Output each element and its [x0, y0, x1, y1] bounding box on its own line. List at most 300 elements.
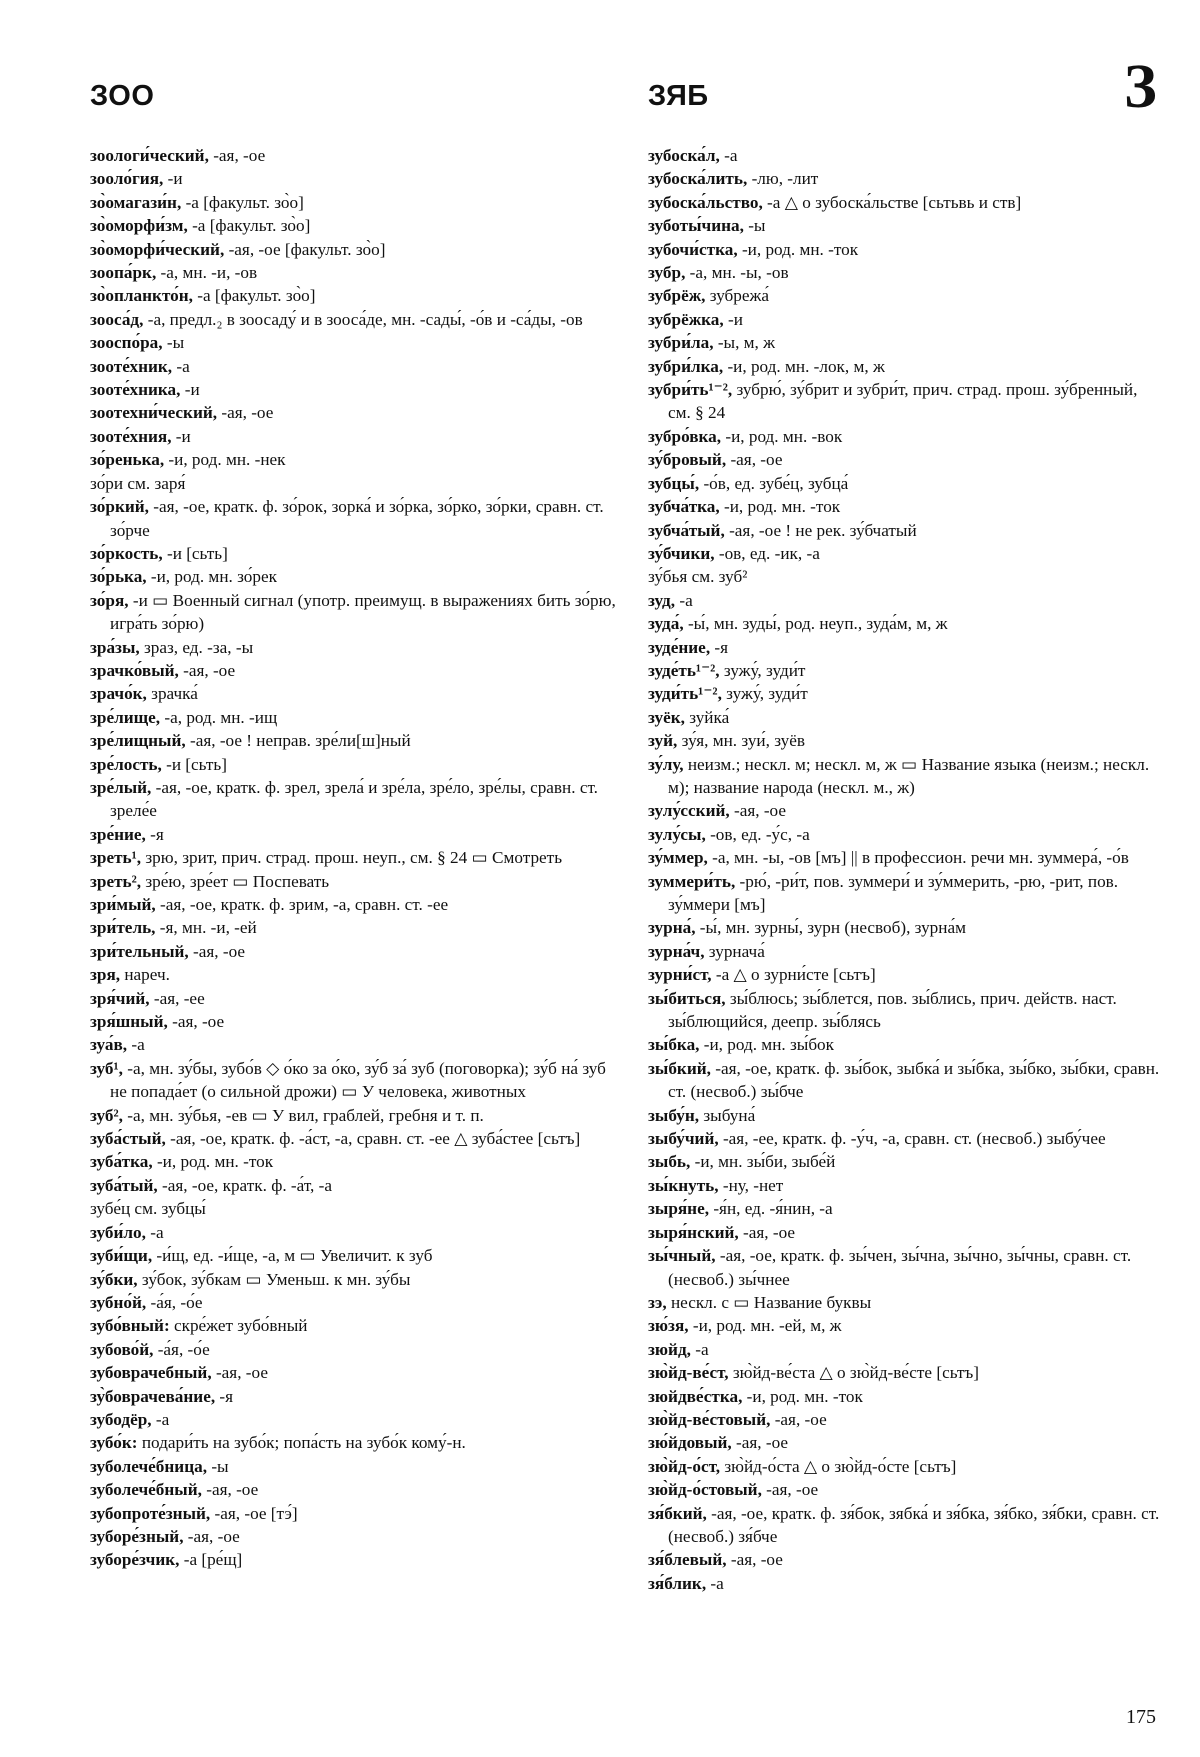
dictionary-entry	[648, 261, 1164, 284]
dictionary-entry	[90, 846, 618, 869]
entry-body: зубрежа́	[705, 286, 770, 306]
entry-body: -и, род. мн. -ток	[742, 1386, 863, 1406]
dictionary-entry	[648, 846, 1164, 869]
headword: зюйдве́стка,	[648, 1386, 743, 1406]
entry-body: -ы	[207, 1456, 229, 1476]
dictionary-entry	[648, 706, 1164, 729]
dictionary-entry	[648, 1104, 1164, 1127]
headword: зыбу́н,	[648, 1105, 700, 1125]
dictionary-entry	[90, 472, 618, 495]
headword: зубово́й,	[90, 1339, 154, 1359]
dictionary-entry	[648, 472, 1164, 495]
entry-body: -ая, -ое, кратк. ф. зы́бок, зыбка́ и зы́бка, зы́бко, зы́бки, сравн. ст. (несвоб.) зы́бче	[668, 1058, 1160, 1102]
dictionary-entry	[90, 682, 618, 705]
entry-body: -ну, -нет	[718, 1175, 784, 1195]
headword: зю̀йд-ве́ст,	[648, 1363, 729, 1383]
headword: зубцы́,	[648, 473, 700, 493]
dictionary-entry	[648, 144, 1164, 167]
entry-body: -ая, -ое, кратк. ф. зрел, зрела́ и зре́ла, зре́ло, зре́лы, сравн. ст. зреле́е	[110, 777, 598, 821]
dictionary-entry	[648, 167, 1164, 190]
dictionary-entry	[648, 659, 1164, 682]
entry-body: зю̀йд-ве́ста △ о зю̀йд-ве́сте [сьтъ]	[728, 1363, 979, 1383]
headword: зуде́ть¹⁻²,	[648, 660, 720, 680]
headword: зубрёж,	[648, 286, 706, 306]
entry-body: -ая, -ое	[731, 1433, 789, 1453]
dictionary-entry	[90, 1478, 618, 1501]
entry-body: -а	[151, 1409, 170, 1429]
entry-body: -лю, -лит	[747, 169, 819, 189]
entry-body: -я, мн. -и, -ей	[155, 918, 257, 938]
headword: зубча́тый,	[648, 520, 725, 540]
entry-body: -я	[710, 637, 729, 657]
dictionary-entry	[90, 191, 618, 214]
entry-body: -я	[145, 824, 164, 844]
headword: зубо́вный:	[90, 1316, 170, 1336]
entry-body: зуйка́	[684, 707, 730, 727]
entry-body: -а, мн. -ы, -ов	[685, 263, 789, 283]
entry-body: -и́щ, ед. -и́ще, -а, м ▭ Увеличит. к зуб	[152, 1246, 433, 1266]
headword: зри́тельный,	[90, 941, 189, 961]
dictionary-entry	[90, 870, 618, 893]
dictionary-entry	[648, 1502, 1164, 1549]
dictionary-entry	[90, 167, 618, 190]
headword: зуби́ло,	[90, 1222, 146, 1242]
dictionary-entry	[648, 425, 1164, 448]
entry-body: зубрю́, зу́брит и зубри́т, прич. страд. прош. зу́бренный, см. § 24	[668, 380, 1138, 423]
entry-body: -а, мн. -ы, -ов [мъ] || в профессион. речи мн. зуммера́, -о́в	[707, 848, 1129, 868]
headword: зо́рька,	[90, 567, 147, 587]
dictionary-entry	[648, 963, 1164, 986]
entry-body: -ая, -ое, кратк. ф. -а́т, -а	[157, 1175, 333, 1195]
entry-body: подари́ть на зубо́к; попа́сть на зубо́к кому́-н.	[137, 1433, 466, 1453]
entry-body: -ая, -ое [тэ́]	[210, 1503, 298, 1523]
dictionary-entry	[90, 565, 618, 588]
entry-body: зы́блюсь; зы́блется, пов. зы́блись, прич. действ. наст. зы́блющийся, деепр. зы́блясь	[668, 988, 1117, 1032]
entry-body: -ая, -ое, кратк. ф. зо́рок, зорка́ и зо́рка, зо́рко, зо́рки, сравн. ст. зо́рче	[110, 497, 604, 540]
dictionary-entry	[648, 1197, 1164, 1220]
running-head-left: ЗОО	[90, 80, 155, 112]
dictionary-entry	[90, 284, 618, 307]
entry-body: -и, род. мн. -ток	[737, 239, 859, 259]
dictionary-entry	[90, 378, 618, 401]
dictionary-entry	[90, 238, 618, 261]
headword: зя́блевый,	[648, 1550, 727, 1570]
headword: зубоска́лить,	[648, 169, 748, 189]
dictionary-entry	[90, 1455, 618, 1478]
headword: зре́лость,	[90, 754, 162, 774]
entry-body: -а	[172, 356, 190, 376]
dictionary-entry	[90, 1057, 618, 1104]
entry-body: -ая, -ое	[726, 1550, 783, 1570]
entry-body: -а	[145, 1222, 164, 1242]
headword: зю̀йд-о́стовый,	[648, 1480, 762, 1500]
headword: зреть²,	[90, 871, 142, 891]
dictionary-entry	[648, 1338, 1164, 1361]
headword: зу́бчики,	[648, 543, 715, 563]
entry-body: -и, род. мн. -лок, м, ж	[723, 356, 885, 376]
entry-body: зре́ю, зре́ет ▭ Поспевать	[141, 871, 330, 891]
entry-body: -а́я, -о́е	[146, 1292, 203, 1312]
entry-body: неизм.; нескл. м; нескл. м, ж ▭ Название языка (неизм.; нескл. м); название народа (нескл. м., ж)	[668, 754, 1150, 797]
dictionary-entry	[90, 636, 618, 659]
dictionary-entry	[90, 261, 618, 284]
headword: зурни́ст,	[648, 965, 712, 985]
dictionary-entry	[90, 1174, 618, 1197]
headword: зыря́нский,	[648, 1222, 739, 1242]
entry-body: -ая, -ое, кратк. ф. зы́чен, зы́чна, зы́чно, зы́чны, сравн. ст. (несвоб.) зы́чнее	[668, 1246, 1132, 1289]
entry-body: зраз, ед. -за, -ы	[139, 637, 254, 657]
entry-body: зрю, зрит, прич. страд. прош. неуп., см. § 24 ▭ Смотреть	[141, 848, 563, 868]
headword: зо̀омагази́н,	[90, 192, 182, 212]
dictionary-entry	[90, 448, 618, 471]
entry-body: зурнача́	[704, 941, 765, 961]
entry-body: -а, мн. -и, -ов	[156, 263, 258, 283]
entry-body: -а́я, -о́е	[153, 1339, 210, 1359]
dictionary-entry	[90, 1150, 618, 1173]
entry-body: -я	[215, 1386, 234, 1406]
headword: зуб¹,	[90, 1058, 123, 1078]
headword: зря́шный,	[90, 1012, 168, 1032]
dictionary-entry	[648, 1455, 1164, 1478]
headword: зюйд,	[648, 1339, 691, 1359]
entry-body: -а [факульт. зо̀о]	[181, 192, 304, 212]
entry-body: -ая, -ое	[729, 801, 786, 821]
entry-body: -ая, -ое	[183, 1526, 240, 1546]
dictionary-entry	[648, 1174, 1164, 1197]
dictionary-entry	[648, 378, 1164, 425]
left-column	[90, 144, 618, 1572]
entry-body: -а, предл.₂ в зоосаду́ и в зооса́де, мн. -сады́, -о́в и -са́ды, -ов	[143, 309, 583, 329]
entry-body: -ая, -ее, кратк. ф. -у́ч, -а, сравн. ст. (несвоб.) зыбу́чее	[718, 1129, 1106, 1149]
dictionary-entry	[90, 963, 618, 986]
entry-body: -а	[719, 146, 738, 165]
entry-body: -о́в, ед. зубе́ц, зубца́	[699, 473, 849, 493]
dictionary-entry	[648, 284, 1164, 307]
dictionary-entry	[648, 1221, 1164, 1244]
headword: зу̀боврачева́ние,	[90, 1386, 216, 1406]
dictionary-entry	[648, 519, 1164, 542]
headword: зубочи́стка,	[648, 239, 738, 259]
headword: зубрёжка,	[648, 309, 724, 329]
dictionary-entry	[90, 1010, 618, 1033]
headword: зря́чий,	[90, 988, 150, 1008]
page-number: 175	[1126, 1706, 1156, 1728]
headword: зо́ркость,	[90, 543, 163, 563]
headword: зоотехни́ческий,	[90, 403, 218, 423]
entry-body: зужу́, зуди́т	[721, 684, 808, 704]
dictionary-entry	[90, 659, 618, 682]
dictionary-entry	[90, 776, 618, 823]
dictionary-entry	[648, 448, 1164, 471]
dictionary-entry	[90, 1361, 618, 1384]
entry-body: -ая, -ое	[208, 146, 266, 165]
headword: зубча́тка,	[648, 497, 720, 517]
entry-body: -а, мн. зу́бья, -ев ▭ У вил, граблей, гребня и т. п.	[122, 1105, 484, 1125]
headword: зре́ние,	[90, 824, 146, 844]
entry-body: -ов, ед. -ик, -а	[714, 543, 820, 563]
dictionary-entry	[648, 542, 1164, 565]
headword: зо̀оморфи́ческий,	[90, 239, 225, 259]
entry-body: -ы́, мн. зурны́, зурн (несвоб), зурна́м	[695, 918, 966, 938]
headword: зооте́хния,	[90, 426, 172, 446]
dictionary-entry	[90, 1431, 618, 1454]
headword: зубро́вка,	[648, 426, 722, 446]
headword: зы́чный,	[648, 1246, 716, 1266]
headword: зыря́не,	[648, 1199, 710, 1219]
headword: зю̀йд-о́ст,	[648, 1456, 721, 1476]
headword: зреть¹,	[90, 848, 142, 868]
headword: зуболече́бный,	[90, 1480, 202, 1500]
headword: зу́бки,	[90, 1269, 138, 1289]
headword: зуба́тка,	[90, 1152, 153, 1172]
headword: зубри́ть¹⁻²,	[648, 380, 733, 400]
dictionary-entry	[90, 1385, 618, 1408]
dictionary-entry	[90, 425, 618, 448]
dictionary-entry	[648, 565, 1164, 588]
entry-body: зу́бок, зу́бкам ▭ Уменьш. к мн. зу́бы	[137, 1269, 411, 1289]
entry-body: -а	[706, 1573, 724, 1593]
headword: зуёк,	[648, 707, 685, 727]
entry-body: -и [сьть]	[161, 754, 227, 774]
headword: зо́ренька,	[90, 450, 165, 470]
entry-body: -а △ о зурни́сте [сьтъ]	[711, 965, 876, 985]
dictionary-entry	[90, 987, 618, 1010]
headword: зыбу́чий,	[648, 1129, 719, 1149]
headword: зю́зя,	[648, 1316, 689, 1336]
entry-body: нареч.	[120, 965, 170, 985]
dictionary-entry	[90, 940, 618, 963]
entry-body: -ая, -ое [факульт. зо̀о]	[224, 239, 386, 259]
dictionary-entry	[648, 612, 1164, 635]
entry-body: скре́жет зубо́вный	[169, 1316, 308, 1336]
headword: зо̀опланкто́н,	[90, 286, 193, 306]
headword: зы́бка,	[648, 1035, 700, 1055]
headword: зубно́й,	[90, 1292, 147, 1312]
entry-body: -и	[723, 309, 743, 329]
entry-body: -а △ о зубоска́льстве [сьтьвь и ств]	[762, 192, 1022, 212]
headword: зубоpе́зчик,	[90, 1550, 180, 1570]
headword: зра́зы,	[90, 637, 140, 657]
entry-body: -ая, -ое	[178, 660, 236, 680]
dictionary-entry	[648, 1478, 1164, 1501]
entry-body: -ая, -ое	[738, 1222, 796, 1242]
headword: зоопа́рк,	[90, 263, 157, 283]
entry-body: -а	[690, 1339, 709, 1359]
dictionary-entry	[648, 1385, 1164, 1408]
entry-body: зрачка́	[146, 684, 198, 704]
headword: зре́лище,	[90, 707, 161, 727]
headword: зооспо́ра,	[90, 333, 163, 353]
dictionary-entry	[90, 729, 618, 752]
headword: зуда́,	[648, 614, 684, 634]
dictionary-entry	[648, 987, 1164, 1034]
dictionary-entry	[90, 1197, 618, 1220]
headword: зубр,	[648, 263, 686, 283]
entry-body: зыбуна́	[699, 1105, 756, 1125]
entry-body: -ая, -ое	[761, 1480, 819, 1500]
dictionary-entry	[90, 1268, 618, 1291]
dictionary-entry	[90, 495, 618, 542]
entry-body: -ая, -ое	[201, 1480, 259, 1500]
headword: зубо́к:	[90, 1433, 138, 1453]
dictionary-entry	[648, 1150, 1164, 1173]
entry-body: нескл. с ▭ Название буквы	[666, 1292, 872, 1312]
entry-body: -и, род. мн. -ток	[152, 1152, 274, 1172]
entry-body: зо́ри см. заря́	[90, 473, 186, 493]
headword: зубри́ла,	[648, 333, 714, 353]
dictionary-entry	[648, 636, 1164, 659]
headword: зу́бровый,	[648, 450, 727, 470]
headword: зурна́,	[648, 918, 696, 938]
dictionary-entry	[648, 1408, 1164, 1431]
entry-body: -и	[171, 426, 191, 446]
entry-body: -а [ре́щ]	[179, 1550, 243, 1570]
entry-body: -ая, -ое	[167, 1012, 225, 1032]
entry-body: -рю́, -ри́т, пов. зуммери́ и зу́ммерить, -рю, -рит, пов. зу́ммери [мъ]	[668, 871, 1119, 914]
entry-body: -и, род. мн. зы́бок	[699, 1035, 835, 1055]
headword: зооте́хника,	[90, 380, 181, 400]
headword: зооса́д,	[90, 309, 144, 329]
headword: зооло́гия,	[90, 169, 164, 189]
entry-body: -ая, -ое ! неправ. зре́ли[ш]ный	[185, 731, 411, 751]
headword: зри́тель,	[90, 918, 156, 938]
dictionary-entry	[648, 940, 1164, 963]
headword: зю́йдовый,	[648, 1433, 732, 1453]
dictionary-entry	[90, 823, 618, 846]
headword: зы́кнуть,	[648, 1175, 719, 1195]
headword: зрачко́вый,	[90, 660, 179, 680]
headword: зы́бкий,	[648, 1058, 711, 1078]
dictionary-entry	[648, 1572, 1164, 1595]
headword: зыбь,	[648, 1152, 691, 1172]
headword: зо́ркий,	[90, 497, 149, 517]
headword: зуботы́чина,	[648, 216, 744, 236]
entry-body: -и, род. мн. -ток	[719, 497, 841, 517]
headword: зубодёр,	[90, 1409, 152, 1429]
dictionary-entry	[648, 308, 1164, 331]
dictionary-entry	[648, 214, 1164, 237]
headword: зря,	[90, 965, 121, 985]
dictionary-entry	[90, 331, 618, 354]
entry-body: -а	[675, 590, 693, 610]
headword: зо̀оморфи́зм,	[90, 216, 188, 236]
dictionary-entry	[648, 1057, 1164, 1104]
headword: зуди́ть¹⁻²,	[648, 684, 722, 704]
entry-body: -ая, -ое	[726, 450, 783, 470]
entry-body: -ая, -ое ! не рек. зу́бчатый	[724, 520, 917, 540]
entry-body: -и, мн. зы́би, зыбе́й	[690, 1152, 836, 1172]
headword: зуй,	[648, 731, 678, 751]
dictionary-entry	[90, 1127, 618, 1150]
dictionary-entry	[648, 682, 1164, 705]
dictionary-entry	[90, 753, 618, 776]
dictionary-entry	[90, 1314, 618, 1337]
entry-body: -ая, -ое	[217, 403, 274, 423]
right-column	[648, 144, 1164, 1595]
entry-body: -я́н, ед. -я́нин, -а	[709, 1199, 833, 1219]
headword: зо́ря,	[90, 590, 129, 610]
headword: зубоpе́зный,	[90, 1526, 184, 1546]
entry-body: -ая, -ое, кратк. ф. зя́бок, зябка́ и зя́бка, зя́бко, зя́бки, сравн. ст. (несвоб.) зя́бче	[668, 1503, 1160, 1546]
dictionary-entry	[648, 355, 1164, 378]
dictionary-entry	[90, 893, 618, 916]
entry-body: -а [факульт. зо̀о]	[187, 216, 311, 236]
entry-body: -и, род. мн. -вок	[721, 426, 843, 446]
dictionary-entry	[90, 916, 618, 939]
dictionary-entry	[648, 916, 1164, 939]
entry-body: -и ▭ Военный сигнал (употр. преимущ. в выражениях бить зо́рю, игра́ть зо́рю)	[110, 590, 616, 634]
entry-body: -и [сьть]	[162, 543, 228, 563]
entry-body: зужу́, зуди́т	[719, 660, 806, 680]
headword: зубоска́льство,	[648, 192, 763, 212]
dictionary-entry	[90, 1338, 618, 1361]
headword: зю̀йд-ве́стовый,	[648, 1409, 771, 1429]
entry-body: -ая, -ое	[770, 1409, 827, 1429]
dictionary-entry	[648, 1244, 1164, 1291]
headword: зри́мый,	[90, 895, 156, 914]
dictionary-entry	[90, 706, 618, 729]
dictionary-entry	[90, 1525, 618, 1548]
dictionary-entry	[648, 753, 1164, 800]
dictionary-entry	[648, 191, 1164, 214]
dictionary-entry	[648, 1431, 1164, 1454]
entry-body: зу́я, мн. зуи́, зуёв	[677, 731, 805, 751]
dictionary-entry	[648, 1033, 1164, 1056]
dictionary-entry	[648, 823, 1164, 846]
dictionary-entry	[90, 308, 618, 331]
entry-body: -а	[127, 1035, 145, 1055]
headword: зре́лый,	[90, 777, 152, 797]
dictionary-entry	[90, 1104, 618, 1127]
dictionary-entry	[648, 589, 1164, 612]
dictionary-entry	[648, 1291, 1164, 1314]
dictionary-entry	[90, 1033, 618, 1056]
headword: зы́биться,	[648, 988, 726, 1008]
headword: зэ,	[648, 1292, 667, 1312]
dictionary-entry	[648, 238, 1164, 261]
entry-body: -ая, -ее	[149, 988, 205, 1008]
dictionary-entry	[90, 401, 618, 424]
headword: зулу́сский,	[648, 801, 730, 821]
section-letter: З	[1124, 53, 1157, 121]
dictionary-entry	[648, 729, 1164, 752]
headword: зуб²,	[90, 1105, 123, 1125]
dictionary-entry	[90, 542, 618, 565]
dictionary-entry	[90, 1408, 618, 1431]
headword: зоологи́ческий,	[90, 146, 209, 165]
headword: зре́лищный,	[90, 731, 186, 751]
headword: зя́бкий,	[648, 1503, 707, 1523]
dictionary-entry	[90, 1244, 618, 1267]
headword: зуболече́бница,	[90, 1456, 208, 1476]
headword: зубоврачебный,	[90, 1363, 212, 1383]
entry-body: -ы	[743, 216, 766, 236]
headword: зуа́в,	[90, 1035, 128, 1055]
headword: зулу́сы,	[648, 824, 706, 844]
dictionary-entry	[648, 799, 1164, 822]
headword: зубоска́л,	[648, 146, 720, 165]
headword: зурна́ч,	[648, 941, 705, 961]
entry-body: -и, род. мн. -ей, м, ж	[688, 1316, 842, 1336]
headword: зрачо́к,	[90, 684, 147, 704]
dictionary-entry	[648, 870, 1164, 917]
dictionary-entry	[648, 1548, 1164, 1571]
entry-body: -и, род. мн. зо́рек	[146, 567, 277, 587]
dictionary-entry	[648, 1361, 1164, 1384]
headword: зуммери́ть,	[648, 871, 736, 891]
headword: зу́ммер,	[648, 848, 708, 868]
entry-body: -ая, -ое, кратк. ф. -а́ст, -а, сравн. ст. -ее △ зуба́стее [сьтъ]	[165, 1129, 581, 1149]
